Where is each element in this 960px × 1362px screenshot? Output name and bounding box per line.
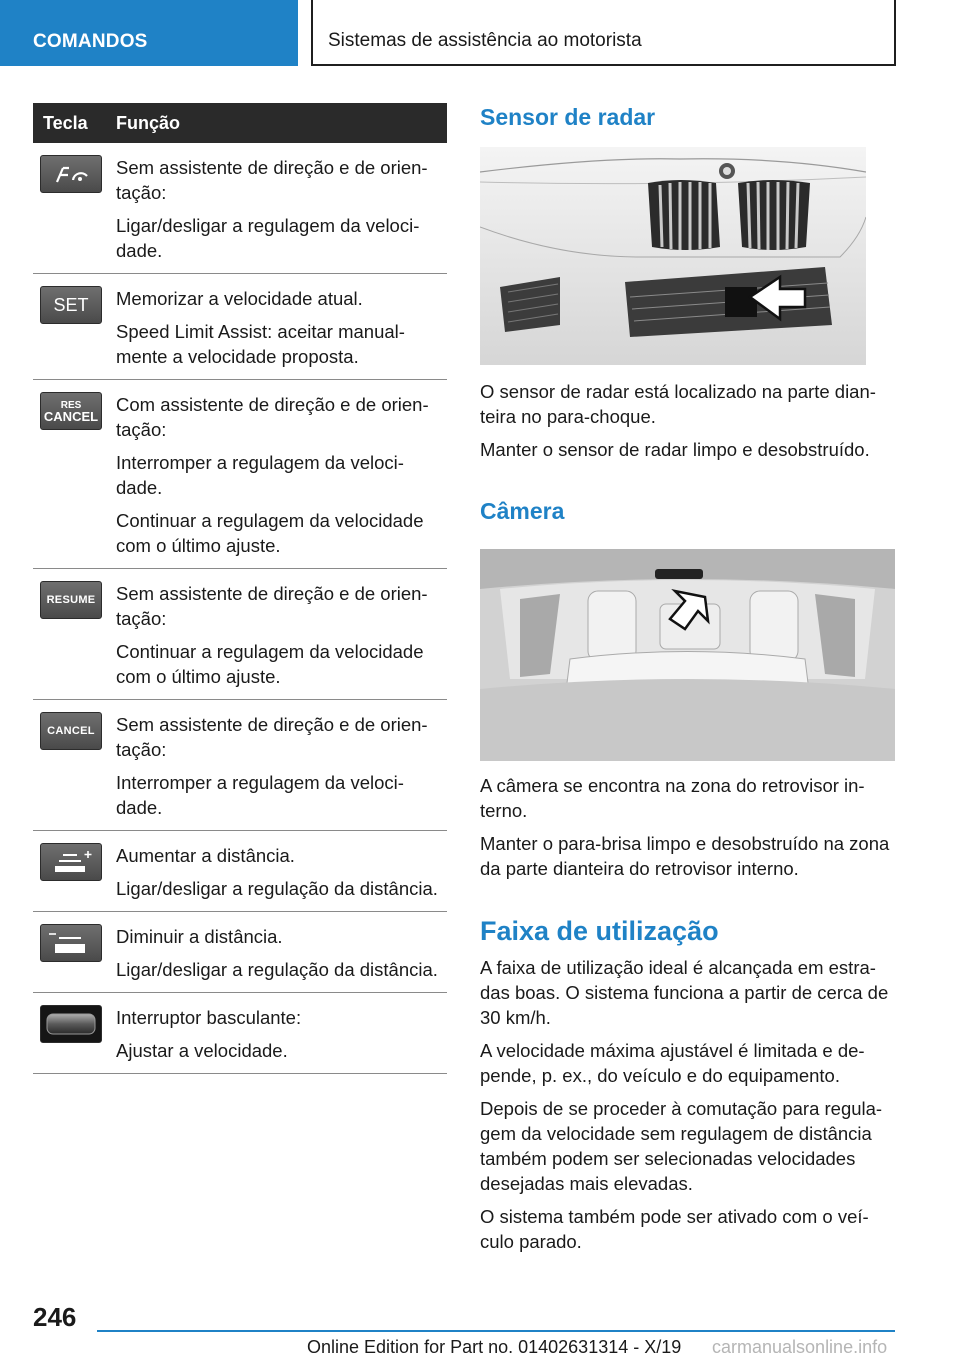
paragraph: Manter o para-brisa limpo e desobstruído na zona da parte dianteira do retrovisor interno.: [480, 833, 890, 879]
table-header: [33, 103, 447, 143]
resume-button-icon: RESUME: [40, 581, 102, 619]
paragraph: O sensor de radar está localizado na parte dian-teira no para-choque.: [480, 381, 876, 427]
rocker-switch-icon: [40, 1005, 102, 1043]
table-row: [33, 912, 447, 993]
column-header-key: Tecla: [43, 112, 88, 133]
chapter-title: Sistemas de assistência ao motorista: [311, 0, 896, 66]
function-text: Ajustar a velocidade.: [116, 1040, 288, 1061]
paragraph: A velocidade máxima ajustável é limitada e de-pende, p. ex., do veículo e do equipamento.: [480, 1040, 865, 1086]
function-text: Com assistente de direção e de orien-tação:: [116, 394, 429, 440]
set-button-icon: SET: [40, 286, 102, 324]
footer-divider: [97, 1330, 895, 1332]
function-text: Interromper a regulagem da veloci-dade.: [116, 452, 404, 498]
column-header-function: Função: [116, 112, 181, 133]
paragraph: A câmera se encontra na zona do retrovisor in-terno.: [480, 775, 865, 821]
function-text: Speed Limit Assist: aceitar manual-mente a velocidade proposta.: [116, 321, 405, 367]
function-text: Interruptor basculante:: [116, 1007, 302, 1028]
table-row: [33, 274, 447, 380]
function-text: Ligar/desligar a regulação da distância.: [116, 878, 438, 899]
watermark-text: carmanualsonline.info: [712, 1337, 888, 1357]
function-text: Interromper a regulagem da veloci-dade.: [116, 772, 404, 818]
edition-text: Online Edition for Part no. 01402631314 - X/19: [307, 1337, 682, 1357]
paragraph: A faixa de utilização ideal é alcançada em estra-das boas. O sistema funciona a partir de cerca de 30 km/h.: [480, 957, 889, 1028]
section-label: COMANDOS: [0, 0, 298, 66]
radar-heading: Sensor de radar: [480, 104, 656, 130]
camera-image: [480, 549, 895, 761]
res-cancel-button-icon: [40, 392, 102, 430]
cancel-button-icon: CANCEL: [40, 712, 102, 750]
camera-text: [480, 773, 900, 881]
table-row: [33, 380, 447, 569]
table-row: [33, 569, 447, 700]
function-text: Aumentar a distância.: [116, 845, 295, 866]
function-text: Ligar/desligar a regulagem da veloci-dade.: [116, 215, 420, 261]
range-heading: Faixa de utilização: [480, 916, 719, 946]
table-row: [33, 831, 447, 912]
button-function-table: [33, 103, 447, 1074]
steering-assist-off-icon: [40, 155, 102, 193]
distance-increase-icon: [40, 843, 102, 881]
function-text: Ligar/desligar a regulação da distância.: [116, 959, 438, 980]
table-row: [33, 993, 447, 1074]
function-text: Sem assistente de direção e de orien-tação:: [116, 583, 428, 629]
function-text: Continuar a regulagem da velocidade com o último ajuste.: [116, 641, 424, 687]
key-label-bottom: CANCEL: [43, 409, 99, 424]
function-text: Memorizar a velocidade atual.: [116, 288, 363, 309]
camera-heading: Câmera: [480, 498, 565, 524]
range-text: [480, 955, 898, 1254]
paragraph: O sistema também pode ser ativado com o veí-culo parado.: [480, 1206, 869, 1252]
table-row: [33, 143, 447, 274]
page-number: 246: [33, 1302, 77, 1332]
table-row: [33, 700, 447, 831]
function-text: Diminuir a distância.: [116, 926, 283, 947]
function-text: Sem assistente de direção e de orien-tação:: [116, 714, 428, 760]
function-text: Continuar a regulagem da velocidade com o último ajuste.: [116, 510, 424, 556]
paragraph: Depois de se proceder à comutação para regula-gem da velocidade sem regulagem de distância também podem ser selecionadas velocidades desejadas mais elevadas.: [480, 1098, 883, 1194]
paragraph: Manter o sensor de radar limpo e desobstruído.: [480, 439, 870, 460]
radar-text: [480, 379, 900, 462]
distance-decrease-icon: [40, 924, 102, 962]
radar-sensor-image: [480, 147, 866, 365]
key-label-top: RES: [60, 400, 82, 411]
function-text: Sem assistente de direção e de orien-tação:: [116, 157, 428, 203]
